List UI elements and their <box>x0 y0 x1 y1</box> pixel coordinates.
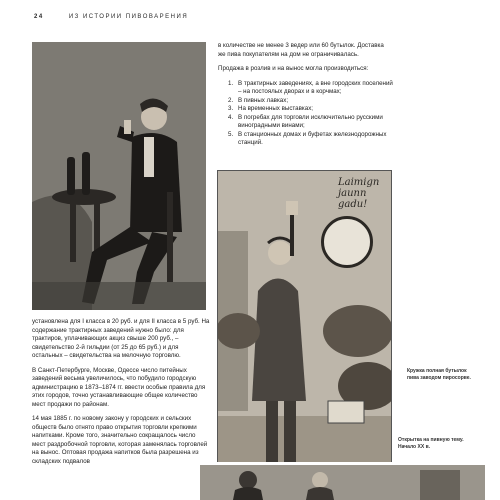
postcard-illustration <box>218 171 391 499</box>
photo-man-drinking-illustration <box>32 42 206 310</box>
bottom-photo-illustration <box>200 462 485 500</box>
left-column-text <box>32 318 210 472</box>
photo-man-drinking <box>32 42 206 310</box>
page-header <box>34 14 188 20</box>
list-item: 2. В пивных лавках; <box>228 96 289 104</box>
page-number: 24 <box>34 14 44 20</box>
left-paragraph-2: В Санкт-Петербурге, Москве, Одессе число питейных заведений весьма увеличилось, что побудило городскую администрацию в 1873–1874 гг. ввести особые правила для этих городов, точно устанавливающие общее количество мест продажи по районам. <box>32 366 206 408</box>
postcard-photo <box>217 170 392 500</box>
sales-places-list <box>228 80 393 148</box>
list-item: 3. На временных выставках; <box>228 105 314 112</box>
bottom-photo <box>200 462 485 500</box>
caption-postcard: Кружка полная бутылок пива заводом пиросорве. <box>407 368 471 381</box>
left-paragraph-1: установлена для I класса в 20 руб. и для II класса в 5 руб. На содержание трактирных заведений нужно было: для трактиров, уплачивающих акциз свыше 200 руб., – свидетельство 2-й гильдии (от 25 до 65 руб.) и для остальных – свидетельства на мелочную торговлю. <box>32 318 210 359</box>
list-item: 5. В станционных домах и буфетах железнодорожных станций. <box>228 130 387 146</box>
postcard-greeting: Laimign jaunn gadu! <box>338 177 380 210</box>
list-item: 4. В погребах для торговли исключительно русскими виноградными винами; <box>228 113 383 129</box>
left-paragraph-3: 14 мая 1885 г. по новому закону у городских и сельских обществ было отнято право открытия торговли крепкими напитками. Кроме того, значительно сокращалось число мест раздробочной торговли, которая заменялась торговлей на вынос. Оптовая продажа напитков была разрешена из складских подвалов <box>32 415 208 465</box>
clock-icon <box>321 216 373 268</box>
running-title: ИЗ ИСТОРИИ ПИВОВАРЕНИЯ <box>68 14 189 20</box>
right-column-text <box>218 42 393 148</box>
caption-postcard-date: Открытка на пивную тему. Начало XX в. <box>398 437 464 450</box>
right-paragraph-1: в количестве не менее 3 ведер или 60 бутылок. Доставка же пива покупателям на дом не ограничивалась. <box>218 42 384 58</box>
list-item: 1. В трактирных заведениях, а вне городских поселений – на постоялых дворах и в корчмах; <box>228 79 393 95</box>
right-paragraph-2: Продажа в розлив и на вынос могла производиться: <box>218 65 369 72</box>
